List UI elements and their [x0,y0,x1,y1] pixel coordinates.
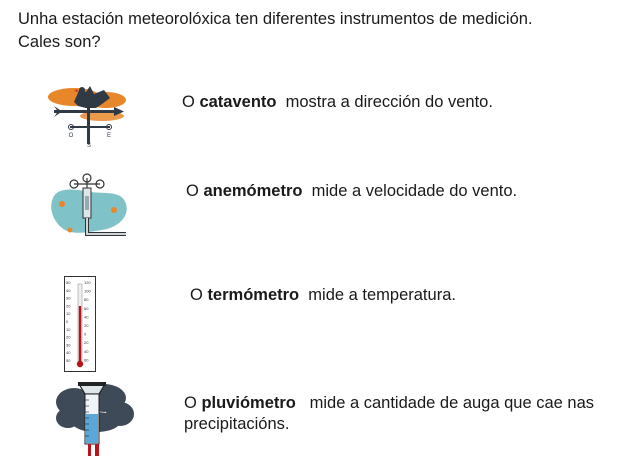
thermometer-tick-left: 20 [66,303,71,309]
thermometer-tick-left: 50 [66,280,71,285]
instrument-row-catavento [182,92,493,113]
thermometer-tick-right: 0 [84,331,87,337]
thermometer-tick-right: 20 [84,323,89,328]
thermometer-icon [64,276,96,372]
thermometer-tick-left: 30 [66,295,71,301]
instrument-description: mide a temperatura. [308,286,456,304]
thermometer-tick-right: 60 [84,357,89,363]
anemometer-icon [50,170,130,248]
thermometer-tick-left: 20 [66,334,71,340]
instrument-row-termometro [190,285,456,306]
svg-text:S: S [86,143,92,149]
thermometer-tick-right: 60 [84,305,89,311]
thermometer-tick-right: 40 [84,348,89,354]
thermometer-tick-right: 80 [84,297,89,303]
svg-text:O: O [68,133,74,139]
instrument-name: catavento [199,93,277,111]
question-line-2: Cales son? [18,33,101,51]
thermometer-tick-left: 10 [66,311,71,317]
thermometer-tick-right: 100 [84,288,91,294]
instrument-name: pluviómetro [201,394,296,412]
thermometer-tick-right: 20 [84,340,89,346]
thermometer-tick-right: 40 [84,314,89,320]
svg-text:E: E [106,133,112,139]
question-line-1: Unha estación meteorolóxica ten diferentes instrumentos de medición. [18,10,533,28]
thermometer-tick-left: 50 [66,358,71,363]
thermometer-tick-left: 10 [66,326,71,332]
thermometer-tick-left: 40 [66,287,71,293]
article: O [184,394,197,412]
instrument-description: mide a cantidade de auga que cae nas [309,394,595,412]
instrument-row-pluviometro [184,393,624,435]
article: O [182,93,195,111]
question [18,8,618,54]
article: O [186,182,199,200]
instrument-name: anemómetro [203,182,303,200]
weather-vane-icon [44,80,130,150]
instrument-row-anemometro [186,181,517,202]
article: O [190,286,203,304]
instrument-description-line-2: precipitacións. [184,415,290,433]
instrument-description: mide a velocidade do vento. [311,182,518,200]
thermometer-tick-left: 40 [66,350,71,356]
thermometer-tick-left: 0 [66,319,69,324]
instrument-description: mostra a dirección do vento. [285,93,493,111]
thermometer-tick-left: 30 [66,342,71,348]
rain-gauge-icon [52,380,136,456]
thermometer-tick-right: 120 [84,280,91,285]
instrument-name: termómetro [207,286,300,304]
